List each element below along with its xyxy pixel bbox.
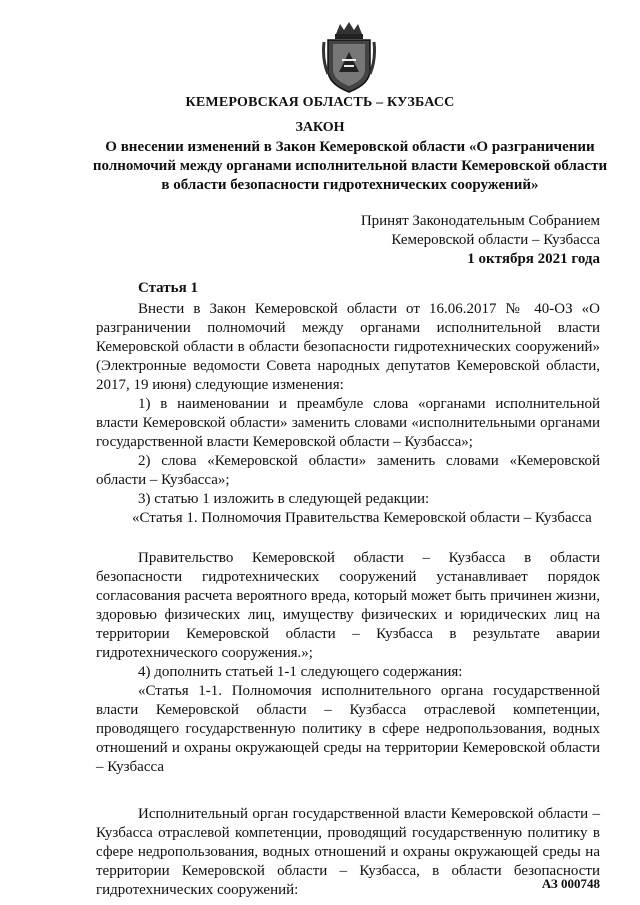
paragraph-item-3: 3) статью 1 изложить в следующей редакции: — [138, 491, 430, 507]
article-1-text: Правительство Кемеровской области – Кузбасса в области безопасности гидротехнических сооружений устанавливает порядок согласования расчета вероятного вреда, который может быть причинен жизни, здоровью физических лиц, имуществу физических и юридических лиц на территории Кемеровской области – Кузбасса в результате аварии гидротехнического сооружения.»; — [96, 550, 600, 661]
paragraph-intro: Внести в Закон Кемеровской области от 16.06.2017 № 40-ОЗ «О разграничении полномочий между органами исполнительной власти Кемеровской области в области безопасности гидротехнических сооружений» (Электронные ведомости Совета народных депутатов Кемеровской области, 2017, 19 июня) следующие изменения: — [96, 301, 600, 393]
document-type: ЗАКОН — [295, 120, 345, 135]
article-1-heading-quote: «Статья 1. Полномочия Правительства Кемеровской области – Кузбасса — [132, 510, 592, 526]
coat-of-arms-icon — [322, 20, 376, 96]
paragraph-item-2: 2) слова «Кемеровской области» заменить словами «Кемеровской области – Кузбасса»; — [96, 453, 600, 488]
paragraph-item-4: 4) дополнить статьей 1-1 следующего содержания: — [138, 664, 463, 680]
region-heading: КЕМЕРОВСКАЯ ОБЛАСТЬ – КУЗБАСС — [185, 95, 455, 110]
article-heading: Статья 1 — [138, 280, 198, 296]
article-1-1-heading-quote: «Статья 1-1. Полномочия исполнительного органа государственной власти Кемеровской области – Кузбасса отраслевой компетенции, проводящего государственную политику в сфере недропользования, водных отношений и охраны окружающей среды на территории Кемеровской области – Кузбасса — [96, 683, 600, 775]
paragraph-item-1: 1) в наименовании и преамбуле слова «органами исполнительной власти Кемеровской области» заменить словами «исполнительными органами государственной власти Кемеровской области – Кузбасса»; — [96, 396, 600, 450]
serial-number: АЗ 000748 — [541, 876, 600, 891]
adoption-block — [361, 212, 600, 269]
article-1-1-text: Исполнительный орган государственной власти Кемеровской области – Кузбасса отраслевой компетенции, проводящий государственную политику в сфере недропользования, водных отношений и охраны окружающей среды на территории Кемеровской области – Кузбасса, в области безопасности гидротехнических сооружений: — [96, 806, 600, 898]
adoption-date: 1 октября 2021 года — [467, 251, 600, 267]
adopted-body-line: Кемеровской области – Кузбасса — [391, 232, 600, 248]
adopted-by-line: Принят Законодательным Собранием — [360, 213, 600, 229]
law-title: О внесении изменений в Закон Кемеровской области «О разграничении полномочий между органами исполнительной власти Кемеровской области в области безопасности гидротехнических сооружений» — [92, 139, 608, 193]
article-body — [96, 279, 600, 900]
